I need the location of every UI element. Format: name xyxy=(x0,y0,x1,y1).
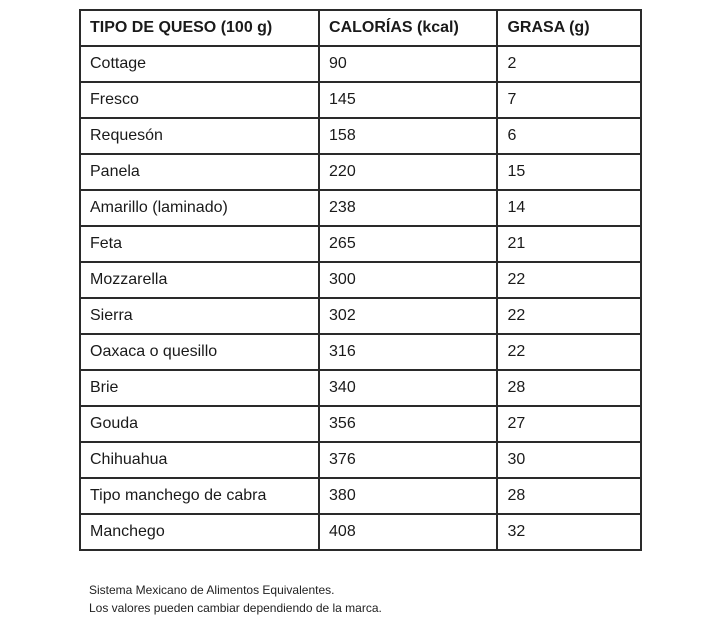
cell-calories: 265 xyxy=(319,226,497,262)
cell-cheese-type: Mozzarella xyxy=(80,262,319,298)
cell-cheese-type: Panela xyxy=(80,154,319,190)
cell-calories: 408 xyxy=(319,514,497,550)
cell-calories: 356 xyxy=(319,406,497,442)
cell-fat: 28 xyxy=(497,370,641,406)
table-row xyxy=(80,406,641,442)
table-row xyxy=(80,262,641,298)
cell-cheese-type: Requesón xyxy=(80,118,319,154)
cell-calories: 238 xyxy=(319,190,497,226)
cell-calories: 380 xyxy=(319,478,497,514)
table-row xyxy=(80,478,641,514)
footnote-disclaimer: Los valores pueden cambiar dependiendo de la marca. xyxy=(89,601,382,615)
table-row xyxy=(80,334,641,370)
cell-cheese-type: Sierra xyxy=(80,298,319,334)
table-row xyxy=(80,82,641,118)
cell-fat: 28 xyxy=(497,478,641,514)
cell-cheese-type: Fresco xyxy=(80,82,319,118)
table-row xyxy=(80,154,641,190)
header-fat: GRASA (g) xyxy=(497,10,641,46)
cell-cheese-type: Brie xyxy=(80,370,319,406)
cell-cheese-type: Gouda xyxy=(80,406,319,442)
table-row xyxy=(80,370,641,406)
cell-fat: 30 xyxy=(497,442,641,478)
cell-cheese-type: Chihuahua xyxy=(80,442,319,478)
table-row xyxy=(80,442,641,478)
cell-fat: 6 xyxy=(497,118,641,154)
cell-fat: 21 xyxy=(497,226,641,262)
cell-fat: 27 xyxy=(497,406,641,442)
cell-fat: 15 xyxy=(497,154,641,190)
table-row xyxy=(80,118,641,154)
table-row xyxy=(80,514,641,550)
cell-cheese-type: Manchego xyxy=(80,514,319,550)
footnote-source: Sistema Mexicano de Alimentos Equivalentes. xyxy=(89,583,335,597)
cell-fat: 32 xyxy=(497,514,641,550)
cell-cheese-type: Amarillo (laminado) xyxy=(80,190,319,226)
cell-calories: 300 xyxy=(319,262,497,298)
cell-calories: 220 xyxy=(319,154,497,190)
cell-calories: 145 xyxy=(319,82,497,118)
cell-cheese-type: Oaxaca o quesillo xyxy=(80,334,319,370)
cell-calories: 376 xyxy=(319,442,497,478)
cell-fat: 22 xyxy=(497,262,641,298)
table-row xyxy=(80,226,641,262)
table-row xyxy=(80,298,641,334)
cell-fat: 14 xyxy=(497,190,641,226)
table-header-row xyxy=(80,10,641,46)
cell-cheese-type: Cottage xyxy=(80,46,319,82)
cell-calories: 316 xyxy=(319,334,497,370)
header-cheese-type: TIPO DE QUESO (100 g) xyxy=(80,10,319,46)
cell-cheese-type: Tipo manchego de cabra xyxy=(80,478,319,514)
cheese-nutrition-table xyxy=(79,9,642,551)
footnotes xyxy=(89,581,382,617)
cell-fat: 22 xyxy=(497,298,641,334)
cell-calories: 302 xyxy=(319,298,497,334)
cell-fat: 7 xyxy=(497,82,641,118)
table-row xyxy=(80,190,641,226)
cell-calories: 158 xyxy=(319,118,497,154)
table-row xyxy=(80,46,641,82)
header-calories: CALORÍAS (kcal) xyxy=(319,10,497,46)
cell-fat: 22 xyxy=(497,334,641,370)
cell-cheese-type: Feta xyxy=(80,226,319,262)
cell-calories: 90 xyxy=(319,46,497,82)
cell-calories: 340 xyxy=(319,370,497,406)
cell-fat: 2 xyxy=(497,46,641,82)
